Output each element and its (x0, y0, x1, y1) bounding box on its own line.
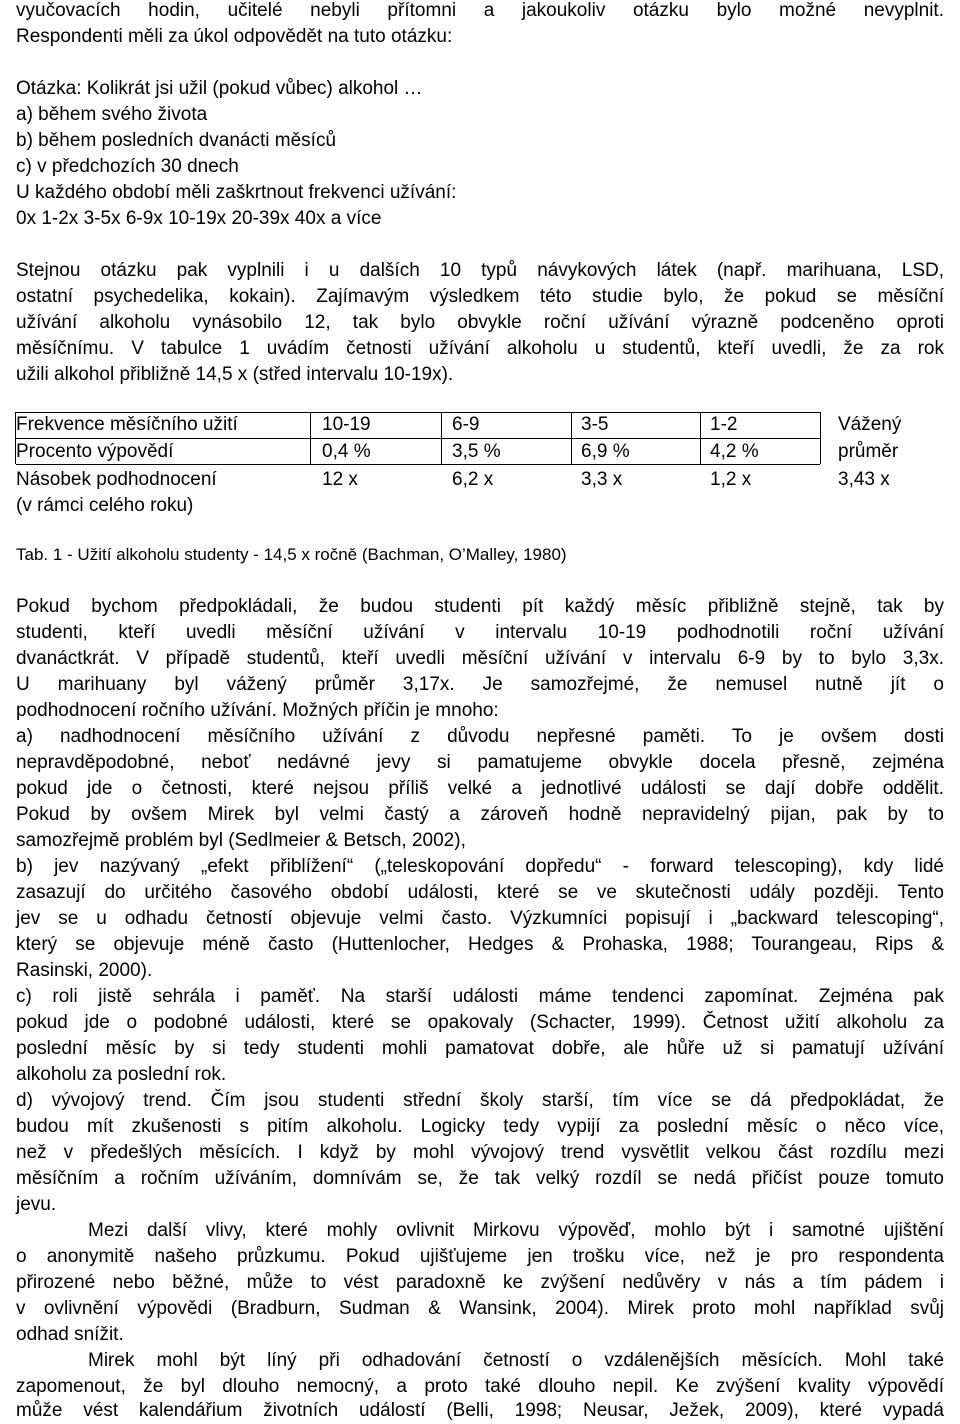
text-line: Mezi další vlivy, které mohly ovlivnit Mirkovu výpověď, mohlo být i samotné ujištění (88, 1220, 944, 1241)
text-line: pokud jde o četnosti, které nejsou příliš velké a jednotlivé události se dají dobře oddělit. (16, 778, 944, 799)
text-line: d) vývojový trend. Čím jsou studenti střední školy starší, tím více se dá předpokládat, že (16, 1090, 944, 1111)
text-line: užívání alkoholu vynásobilo 12, tak bylo obvykle roční užívání výrazně podceněno oproti (16, 312, 944, 333)
table-border (571, 412, 572, 464)
text-line: b) jev nazývaný „efekt přiblížení“ („teleskopování dopředu“ - forward telescoping), kdy lidé (16, 856, 944, 877)
text-line: Respondenti měli za úkol odpovědět na tuto otázku: (16, 26, 453, 47)
text-line: může vést kalendářium životních událostí (Belli, 1998; Neusar, Ježek, 2009), které vypadá (16, 1400, 944, 1421)
text-line: zapomenout, že byl dlouho nemocný, a proto také dlouho nepil. Ke zvýšení kvality výpovědí (16, 1376, 944, 1397)
table-border (441, 412, 442, 464)
text-line: o anonymitě našeho průzkumu. Pokud ujišťujeme jen trošku více, než je pro respondenta (16, 1246, 944, 1267)
text-line: jevu. (16, 1194, 57, 1215)
table-cell: 1,2 x (710, 469, 752, 490)
table-cell: 3,5 % (452, 441, 501, 462)
text-line: ostatní psychedelika, kokain). Zajímavým výsledkem této studie bylo, že pokud se měsíční (16, 286, 944, 307)
table-cell: (v rámci celého roku) (16, 495, 194, 516)
table-border (820, 412, 821, 464)
text-line: jev se u odhadu četností objevuje velmi často. Výzkumníci popisují i „backward telescoping“, (16, 908, 944, 929)
text-line: budou mít zkušenosti s pitím alkoholu. Logicky tedy vypijí za poslední měsíc o něco více, (16, 1116, 944, 1137)
text-line: zasazují do určitého časového období události, které se ve skutečnosti udály později. Tento (16, 882, 944, 903)
table-cell: 3,43 x (838, 469, 890, 490)
question-line: 0x 1-2x 3-5x 6-9x 10-19x 20-39x 40x a více (16, 208, 382, 229)
text-line: podhodnocení ročního užívání. Možných příčin je mnoho: (16, 700, 499, 721)
table-cell: Vážený (838, 414, 902, 435)
table-caption: Tab. 1 - Užití alkoholu studenty - 14,5 x ročně (Bachman, O’Malley, 1980) (16, 545, 567, 564)
text-line: než v předešlých měsících. I když by mohl vývojový trend vysvětlit velkou část rozdílu mezi (16, 1142, 944, 1163)
text-line: nepravděpodobné, neboť nedávné jevy si pamatujeme obvykle docela přesně, zejména (16, 752, 944, 773)
table-cell: Frekvence měsíčního užití (16, 414, 238, 435)
question-line: b) během posledních dvanácti měsíců (16, 130, 337, 151)
text-line: užili alkohol přibližně 14,5 x (střed intervalu 10-19x). (16, 364, 454, 385)
text-line: Rasinski, 2000). (16, 960, 153, 981)
text-line: měsíčnímu. V tabulce 1 uvádím četnosti užívání alkoholu u studentů, kteří uvedli, že za rok (16, 338, 944, 359)
table-cell: 4,2 % (710, 441, 759, 462)
text-line: studenti, kteří uvedli měsíční užívání v intervalu 10-19 podhodnotili roční užívání (16, 622, 944, 643)
text-line: c) roli jistě sehrála i paměť. Na starší události máme tendenci zapomínat. Zejména pak (16, 986, 944, 1007)
text-line: pokud jde o podobné události, které se opakovaly (Schacter, 1999). Četnost užití alkoholu za (16, 1012, 944, 1033)
question-line: c) v předchozích 30 dnech (16, 156, 239, 177)
text-line: v ovlivnění výpovědi (Bradburn, Sudman & Wansink, 2004). Mirek proto mohl například svůj (16, 1298, 944, 1319)
text-line: který se objevuje méně často (Huttenlocher, Hedges & Prohaska, 1988; Tourangeau, Rips & (16, 934, 944, 955)
table-cell: průměr (838, 441, 899, 462)
text-line: odhad snížit. (16, 1324, 124, 1345)
text-line: vyučovacích hodin, učitelé nebyli přítomni a jakoukoliv otázku bylo možné nevyplnit. (16, 0, 944, 21)
text-line: a) nadhodnocení měsíčního užívání z důvodu nepřesné paměti. To je ovšem dosti (16, 726, 944, 747)
table-border (700, 412, 701, 464)
text-line: přirozené nebo běžné, může to vést paradoxně ke zvýšení nedůvěry v nás a tím pádem i (16, 1272, 944, 1293)
table-cell: 0,4 % (322, 441, 371, 462)
table-cell: 3-5 (581, 414, 609, 435)
table-cell: 6-9 (452, 414, 480, 435)
question-line: a) během svého života (16, 104, 208, 125)
table-cell: Násobek podhodnocení (16, 469, 217, 490)
table-cell: 1-2 (710, 414, 738, 435)
table-cell: 6,2 x (452, 469, 494, 490)
text-line: U marihuany byl vážený průměr 3,17x. Je samozřejmé, že nemusel nutně jít o (16, 674, 944, 695)
table-cell: 10-19 (322, 414, 371, 435)
text-line: alkoholu za poslední rok. (16, 1064, 227, 1085)
table-border (310, 412, 311, 464)
question-line: Otázka: Kolikrát jsi užil (pokud vůbec) alkohol … (16, 78, 423, 99)
text-line: poslední měsíc by si tedy studenti mohli pamatovat dobře, ale hůře už si pamatují užívání (16, 1038, 944, 1059)
text-line: Mirek mohl být líný při odhadování četností o vzdálenějších měsících. Mohl také (88, 1350, 944, 1371)
table-cell: 3,3 x (581, 469, 623, 490)
text-line: samozřejmě problém byl (Sedlmeier & Betsch, 2002), (16, 830, 466, 851)
text-line: měsíčním a ročním užíváním, domnívám se, že tak velký rozdíl se nedá přičíst pouze tomuto (16, 1168, 944, 1189)
question-line: U každého období měli zaškrtnout frekvenci užívání: (16, 182, 457, 203)
table-cell: 6,9 % (581, 441, 630, 462)
text-line: Pokud by ovšem Mirek byl velmi častý a zároveň hodně nepravidelný pijan, pak by to (16, 804, 944, 825)
table-cell: 12 x (322, 469, 358, 490)
text-line: dvanáctkrát. V případě studentů, kteří uvedli měsíční užívání v intervalu 6-9 by to bylo 3,3x. (16, 648, 944, 669)
text-line: Pokud bychom předpokládali, že budou studenti pít každý měsíc přibližně stejně, tak by (16, 596, 944, 617)
table-cell: Procento výpovědí (16, 441, 174, 462)
text-line: Stejnou otázku pak vyplnili i u dalších 10 typů návykových látek (např. marihuana, LSD, (16, 260, 944, 281)
